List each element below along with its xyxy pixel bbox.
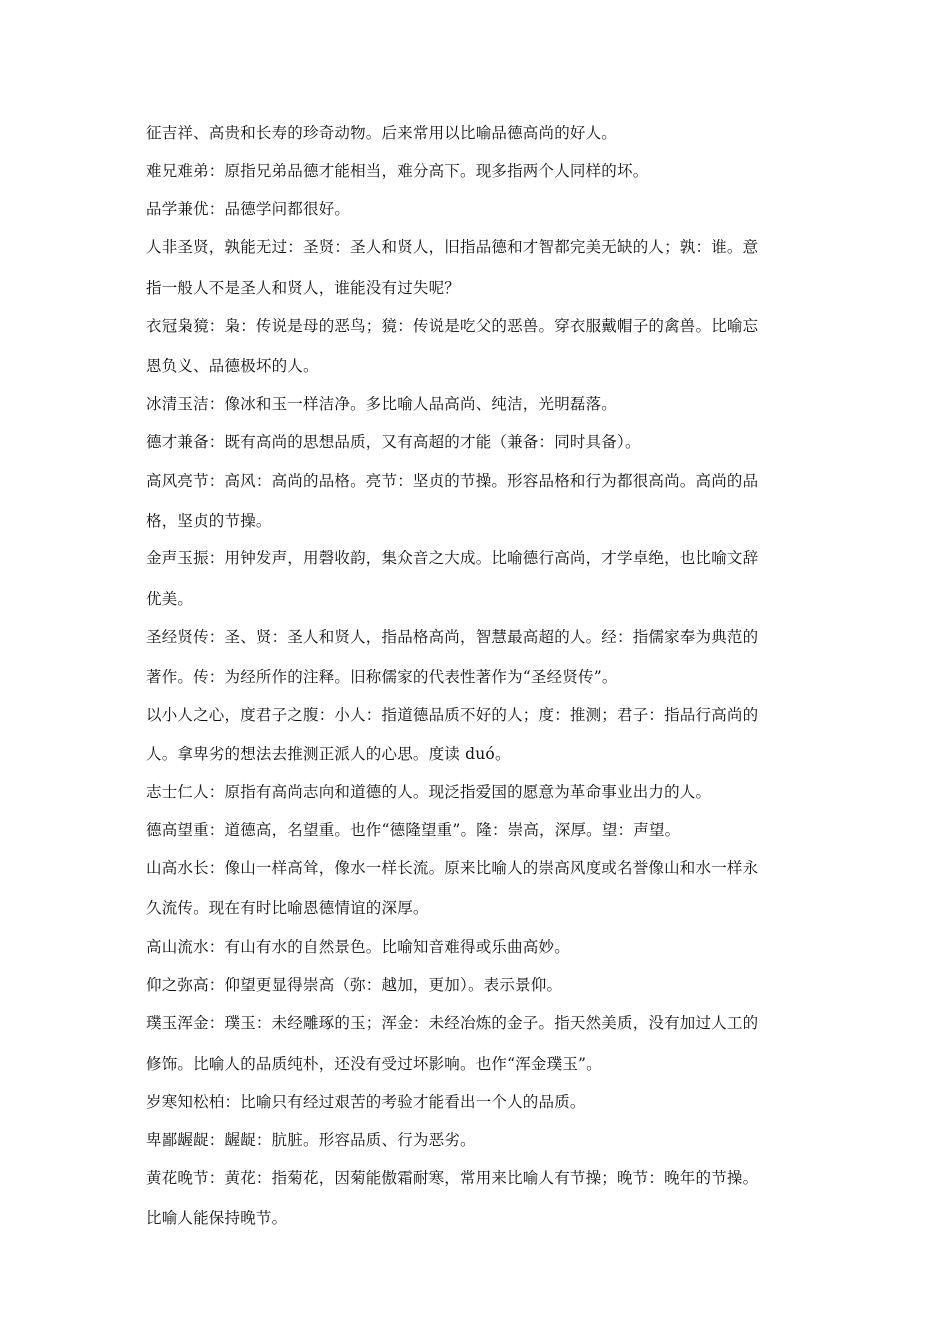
- text-line: 璞玉浑金：璞玉：未经雕琢的玉；浑金：未经冶炼的金子。指天然美质，没有加过人工的: [146, 1014, 759, 1032]
- text-line: 优美。: [146, 590, 194, 608]
- text-line: 恩负义、品德极坏的人。: [146, 357, 319, 375]
- text-line: 志士仁人：原指有高尚志向和道德的人。现泛指爱国的愿意为革命事业出力的人。: [146, 783, 712, 801]
- text-line: 品学兼优：品德学问都很好。: [146, 200, 351, 218]
- text-line: 德才兼备：既有高尚的思想品质，又有高超的才能（兼备：同时具备）。: [146, 433, 641, 451]
- text-line: 征吉祥、高贵和长寿的珍奇动物。后来常用以比喻品德高尚的好人。: [146, 124, 618, 142]
- text-line: 仰之弥高：仰望更显得崇高（弥：越加，更加）。表示景仰。: [146, 976, 563, 994]
- text-line: 格，坚贞的节操。: [146, 512, 272, 530]
- text-line: 圣经贤传：圣、贤：圣人和贤人，指品格高尚，智慧最高超的人。经：指儒家奉为典范的: [146, 628, 759, 646]
- text-line: 金声玉振：用钟发声，用磬收韵，集众音之大成。比喻德行高尚，才学卓绝，也比喻文辞: [146, 549, 759, 567]
- text-line: 人。拿卑劣的想法去推测正派人的心思。度读 duó。: [146, 745, 511, 763]
- text-line: 人非圣贤，孰能无过：圣贤：圣人和贤人，旧指品德和才智都完美无缺的人；孰：谁。意: [146, 238, 759, 256]
- text-line: 德高望重：道德高，名望重。也作“德隆望重”。隆：崇高，深厚。望：声望。: [146, 821, 681, 839]
- text-line: 黄花晚节：黄花：指菊花，因菊能傲霜耐寒，常用来比喻人有节操；晚节：晚年的节操。: [146, 1169, 759, 1187]
- text-line: 以小人之心，度君子之腹：小人：指道德品质不好的人；度：推测；君子：指品行高尚的: [146, 706, 759, 724]
- text-line: 高风亮节：高风：高尚的品格。亮节：坚贞的节操。形容品格和行为都很高尚。高尚的品: [146, 472, 759, 490]
- text-line: 比喻人能保持晚节。: [146, 1209, 288, 1227]
- text-line: 指一般人不是圣人和贤人，谁能没有过失呢？: [146, 279, 461, 297]
- text-line: 冰清玉洁：像冰和玉一样洁净。多比喻人品高尚、纯洁，光明磊落。: [146, 395, 618, 413]
- text-line: 久流传。现在有时比喻恩德情谊的深厚。: [146, 899, 429, 917]
- text-line: 山高水长：像山一样高耸，像水一样长流。原来比喻人的崇高风度或名誉像山和水一样永: [146, 859, 759, 877]
- text-line: 岁寒知松柏：比喻只有经过艰苦的考验才能看出一个人的品质。: [146, 1093, 586, 1111]
- text-line: 著作。传：为经所作的注释。旧称儒家的代表性著作为“圣经贤传”。: [146, 668, 618, 686]
- text-line: 卑鄙龌龊：龌龊：肮脏。形容品质、行为恶劣。: [146, 1131, 476, 1149]
- text-line: 高山流水：有山有水的自然景色。比喻知音难得或乐曲高妙。: [146, 938, 570, 956]
- text-line: 难兄难弟：原指兄弟品德才能相当，难分高下。现多指两个人同样的坏。: [146, 162, 649, 180]
- text-line: 修饰。比喻人的品质纯朴，还没有受过坏影响。也作“浑金璞玉”。: [146, 1055, 602, 1073]
- text-line: 衣冠枭獍：枭：传说是母的恶鸟；獍：传说是吃父的恶兽。穿衣服戴帽子的禽兽。比喻忘: [146, 317, 759, 335]
